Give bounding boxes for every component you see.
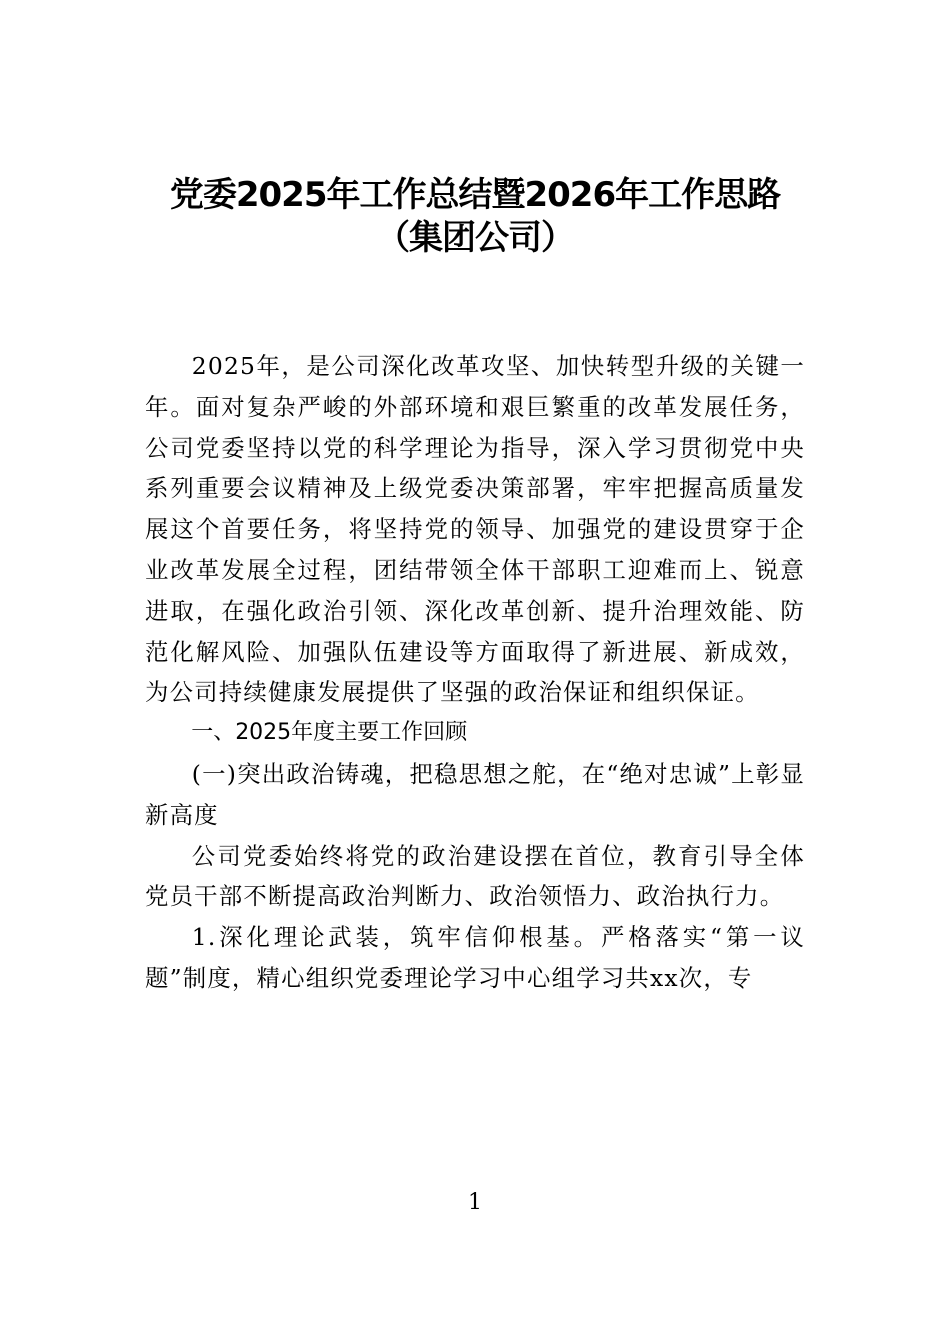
document-subtitle: （集团公司） — [376, 218, 574, 258]
section-heading: 一、2025年度主要工作回顾 — [191, 720, 468, 746]
page-number: 1 — [468, 1190, 482, 1215]
document-body — [145, 346, 805, 999]
subsection-heading: (一)突出政治铸魂，把稳思想之舵，在“绝对忠诚”上彰显新高度 — [145, 759, 805, 829]
document-title: 党委2025年工作总结暨2026年工作思路 — [169, 175, 781, 215]
intro-paragraph: 2025年，是公司深化改革攻坚、加快转型升级的关键一年。面对复杂严峻的外部环境和艰巨繁重的改革发展任务，公司党委坚持以党的科学理论为指导，深入学习贯彻党中央系列重要会议精神及上级党委决策部署，牢牢把握高质量发展这个首要任务，将坚持党的领导、加强党的建设贯穿于企业改革发展全过程，团结带领全体干部职工迎难而上、锐意进取，在强化政治引领、深化改革创新、提升治理效能、防范化解风险、加强队伍建设等方面取得了新进展、新成效，为公司持续健康发展提供了坚强的政治保证和组织保证。 — [145, 352, 805, 707]
subsection-paragraph: 公司党委始终将党的政治建设摆在首位，教育引导全体党员干部不断提高政治判断力、政治领悟力、政治执行力。 — [145, 841, 805, 911]
list-item-paragraph: 1.深化理论武装，筑牢信仰根基。严格落实“第一议题”制度，精心组织党委理论学习中心组学习共xx次，专 — [145, 923, 805, 992]
